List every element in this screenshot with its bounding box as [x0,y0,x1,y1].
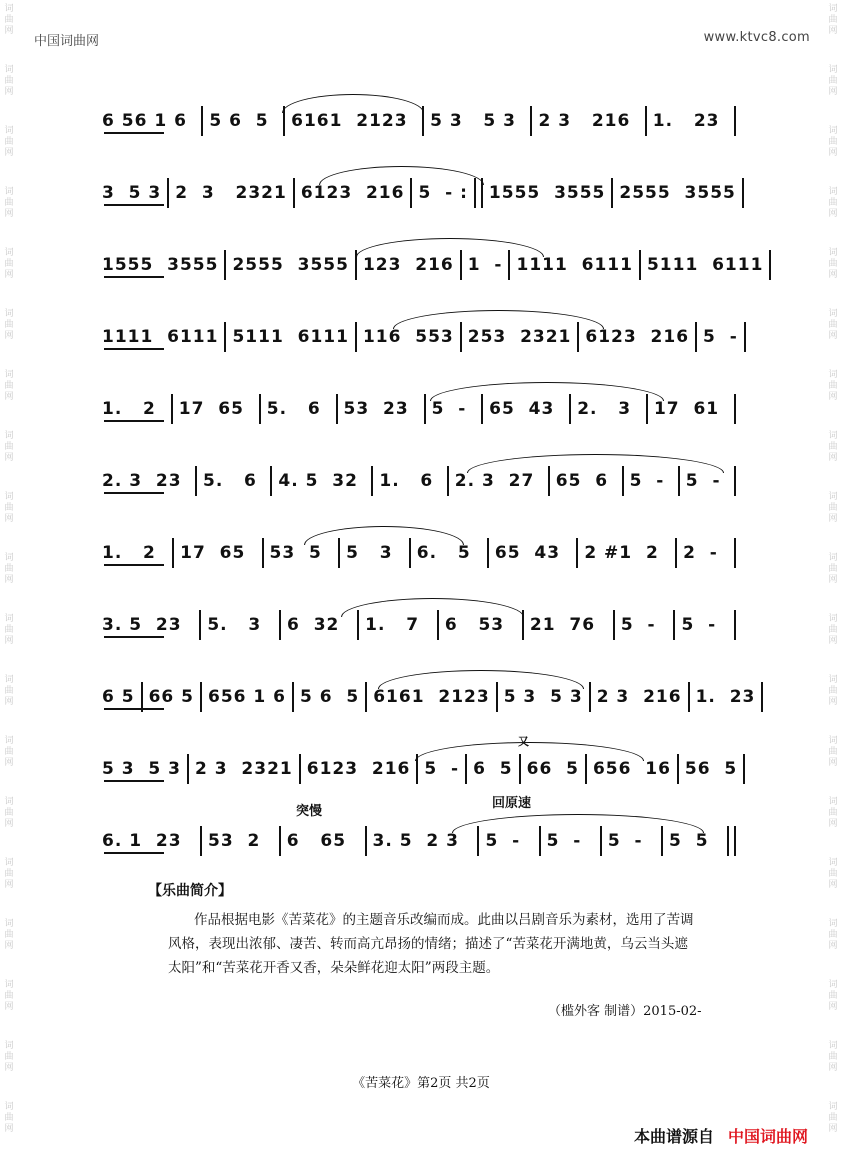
watermark-text: 词 曲 网 [4,980,14,1012]
score-line [102,812,742,884]
beam-underline [104,276,164,278]
barline [769,250,771,280]
watermark-text: 词 曲 网 [828,248,838,280]
measure: 5111 6111 [232,327,349,347]
barline [336,394,338,424]
intro-text: 作品根据电影《苦菜花》的主题音乐改编而成。此曲以吕剧音乐为素材，选用了苦调风格，表现出浓郁、凄苦、转而高亢昂扬的情绪；描述了“苦菜花开满地黄，乌云当头遮太阳”和“苦菜花开香又香，朵朵鲜花迎太阳”两段主题。 [168,912,694,976]
source-line [634,1124,808,1147]
annotation-you: 又 [518,735,529,748]
watermark-text: 词 曲 网 [4,4,14,36]
watermark-text: 词 曲 网 [4,675,14,707]
measure: 5 5 [669,831,709,851]
watermark-text: 词 曲 网 [4,492,14,524]
score-line [102,452,742,524]
score-line [102,524,742,596]
barline [259,394,261,424]
barline [371,466,373,496]
watermark-text: 词 曲 网 [4,187,14,219]
measure: 17 61 [653,399,720,419]
barline [424,394,426,424]
barline [447,466,449,496]
watermark-text: 词 曲 网 [4,858,14,890]
watermark-text: 词 曲 网 [4,65,14,97]
slur-mark [415,742,644,761]
beam-underline [104,348,164,350]
measure: 1111 6111 [516,255,633,275]
measure: 6 5 [473,759,513,779]
barline [639,250,641,280]
measure: 4. 5 32 [278,471,358,491]
measure: 5111 6111 [646,255,764,275]
slur-mark [282,94,424,113]
music-score [102,92,764,884]
measure: 6 56 1 6 [102,111,187,131]
barline [611,178,613,208]
measure: 66 5 [148,687,194,707]
watermark-text: 词 曲 网 [828,1041,838,1073]
measure: 53 5 [269,543,322,563]
measure: 2555 3555 [232,255,349,275]
score-line [102,236,764,308]
measure: 56 5 [684,759,738,779]
barline [355,322,357,352]
watermark-text: 词 曲 网 [828,614,838,646]
score-line [102,596,742,668]
measure: 116 553 [362,327,454,347]
annotation-tempo-back: 回原速 [492,796,532,811]
beam-underline [104,204,164,206]
barline [734,106,736,136]
score-line [102,92,742,164]
source-brand[interactable]: 中国词曲网 [727,1127,808,1146]
beam-underline [104,492,164,494]
measure: 66 5 [526,759,579,779]
measure: 53 23 [343,399,409,419]
measure: 1555 3555 [488,183,606,203]
measure: 6161 2123 [373,687,490,707]
measure: 6123 216 [306,759,411,779]
measure: 5 3 [346,543,393,563]
measure: 2. 3 [577,399,632,419]
barline [677,754,679,784]
watermark-text: 词 曲 网 [828,919,838,951]
watermark-text: 词 曲 网 [828,675,838,707]
measure: 5 - : [418,183,468,203]
slur-mark [452,814,704,833]
barline [744,322,746,352]
measure: 17 65 [180,543,246,563]
watermark-text: 词 曲 网 [828,309,838,341]
watermark-text: 词 曲 网 [828,4,838,36]
measure: 5. 6 [266,399,321,419]
watermark-text: 词 曲 网 [4,431,14,463]
measure: 3. 5 2 3 [372,831,459,851]
beam-underline [104,708,164,710]
barline [365,682,367,712]
measure: 5 - [607,831,643,851]
barline [195,466,197,496]
barline [530,106,532,136]
measure: 2 - [683,543,718,563]
watermark-text: 词 曲 网 [4,919,14,951]
page-footer: 《苦菜花》第2页 共2页 [352,1076,490,1091]
beam-underline [104,780,164,782]
barline [734,610,736,640]
slur-mark [319,166,484,185]
watermark-text: 词 曲 网 [828,736,838,768]
watermark-text: 词 曲 网 [828,187,838,219]
watermark-text: 词 曲 网 [4,797,14,829]
barline [262,538,264,568]
slur-mark [393,310,604,329]
barline [171,394,173,424]
measure: 5 - [703,327,738,347]
measure: 6 65 [286,831,347,851]
measure: 2 3 216 [596,687,682,707]
barline [199,610,201,640]
left-watermark-strip [0,0,18,1171]
barline [187,754,189,784]
measure: 2. 3 23 [102,471,182,491]
watermark-text: 词 曲 网 [828,126,838,158]
measure: 1555 3555 [102,255,219,275]
measure: 1. 23 [695,687,756,707]
measure: 5 - [485,831,521,851]
slur-mark [341,598,524,617]
barline [293,178,295,208]
measure: 1. 6 [379,471,434,491]
measure: 1. 23 [652,111,720,131]
measure: 6161 2123 [291,111,408,131]
watermark-text: 词 曲 网 [4,553,14,585]
measure: 65 6 [555,471,609,491]
barline [279,826,281,856]
beam-underline [104,132,164,134]
measure: 123 216 [362,255,454,275]
barline [299,754,301,784]
measure: 6 32 [287,615,340,635]
measure: 5 6 5 [299,687,360,707]
barline [365,826,367,856]
watermark-text: 词 曲 网 [828,980,838,1012]
measure: 5 - [681,615,717,635]
measure: 6. 5 [416,543,471,563]
watermark-text: 词 曲 网 [828,431,838,463]
watermark-text: 词 曲 网 [4,1041,14,1073]
barline [645,106,647,136]
site-url[interactable]: www.ktvc8.com [703,30,810,45]
measure: 65 43 [494,543,561,563]
beam-underline [104,564,164,566]
measure: 656 1 6 [207,687,286,707]
arranger-credit: （槛外客 制谱）2015-02- [548,1004,702,1019]
measure: 2. 3 27 [454,471,535,491]
measure: 2 #1 2 [584,543,659,563]
barline [613,610,615,640]
double-barline [727,826,736,856]
right-watermark-strip [824,0,842,1171]
watermark-text: 词 曲 网 [4,614,14,646]
measure: 2 3 2321 [175,183,287,203]
measure: 656 16 [592,759,671,779]
measure: 6 53 [444,615,505,635]
measure: 5. 3 [207,615,262,635]
watermark-text: 词 曲 网 [4,1102,14,1134]
slur-mark [430,382,664,401]
measure: 5 - [620,615,656,635]
measure: 5 - [685,471,721,491]
measure: 2 3 2321 [195,759,293,779]
barline [292,682,294,712]
site-name: 中国词曲网 [34,34,100,49]
slur-mark [304,526,464,545]
watermark-text: 词 曲 网 [828,553,838,585]
measure: 6123 216 [585,327,690,347]
score-line [102,740,742,812]
measure: 5 3 5 3 [430,111,516,131]
watermark-text: 词 曲 网 [4,248,14,280]
measure: 3. 5 23 [102,615,182,635]
measure: 1111 6111 [102,327,219,347]
annotation-slow: 突慢 [296,804,323,819]
beam-underline [104,852,164,854]
watermark-text: 词 曲 网 [828,370,838,402]
measure: 5. 6 [203,471,257,491]
measure: 5 3 5 3 [503,687,583,707]
slur-mark [378,670,584,689]
score-line [102,308,742,380]
measure: 5 - [546,831,582,851]
measure: 53 2 [208,831,261,851]
barline [487,538,489,568]
watermark-text: 词 曲 网 [828,1102,838,1134]
measure: 3 5 3 [102,183,162,203]
score-line [102,164,742,236]
watermark-text: 词 曲 网 [4,370,14,402]
measure: 5 - [424,759,460,779]
score-line [102,668,756,740]
measure: 5 6 5 [209,111,269,131]
watermark-text: 词 曲 网 [828,65,838,97]
intro-title: 【乐曲简介】 [148,883,232,899]
slur-mark [467,454,724,473]
barline [200,826,202,856]
barline [688,682,690,712]
measure: 5 - [431,399,467,419]
measure: 6. 1 23 [102,831,182,851]
barline [734,466,736,496]
barline [743,754,745,784]
barline [673,610,675,640]
measure: 253 2321 [467,327,572,347]
barline [201,106,203,136]
measure: 1. 2 [102,399,156,419]
measure: 1 - [467,255,503,275]
measure: 5 - [629,471,665,491]
score-line [102,380,742,452]
barline [742,178,744,208]
barline [224,250,226,280]
barline [675,538,677,568]
barline [734,394,736,424]
barline [224,322,226,352]
watermark-text: 词 曲 网 [828,797,838,829]
barline [576,538,578,568]
watermark-text: 词 曲 网 [828,858,838,890]
watermark-text: 词 曲 网 [4,309,14,341]
barline [279,610,281,640]
beam-underline [104,420,164,422]
watermark-text: 词 曲 网 [4,736,14,768]
measure: 2 3 216 [538,111,631,131]
slur-mark [356,238,544,257]
watermark-text: 词 曲 网 [828,492,838,524]
measure: 1. 7 [365,615,420,635]
barline [167,178,169,208]
source-prefix: 本曲谱源自 [633,1127,714,1146]
measure: 65 43 [489,399,555,419]
measure: 1. 2 [102,543,156,563]
barline [761,682,763,712]
measure: 21 76 [529,615,596,635]
measure: 6123 216 [300,183,405,203]
barline [589,682,591,712]
barline [172,538,174,568]
watermark-text: 词 曲 网 [4,126,14,158]
barline [200,682,202,712]
measure: 6 5 [102,687,135,707]
measure: 17 65 [178,399,244,419]
measure: 5 3 5 3 [102,759,181,779]
barline [270,466,272,496]
barline [734,538,736,568]
beam-underline [104,636,164,638]
barline [695,322,697,352]
measure: 2555 3555 [619,183,736,203]
